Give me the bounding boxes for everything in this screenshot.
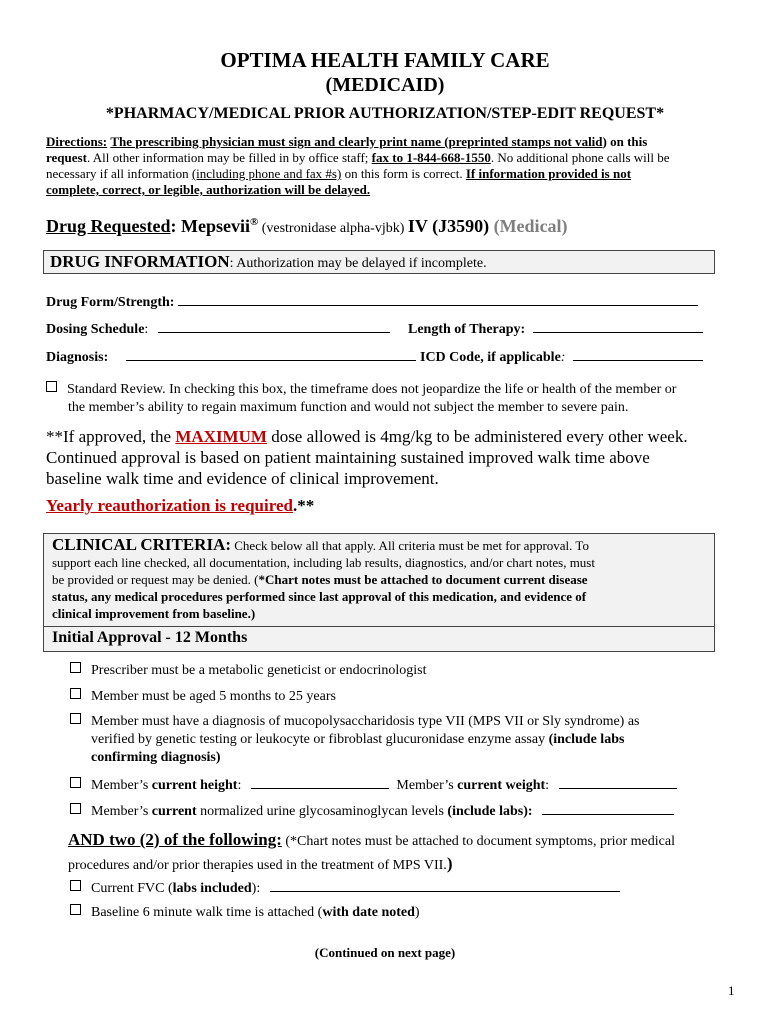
gag-levels-field[interactable] bbox=[542, 801, 674, 815]
diagnosis-row: Diagnosis: bbox=[46, 347, 416, 366]
current-height-field[interactable] bbox=[251, 775, 389, 789]
criteria-checkbox-height-weight[interactable] bbox=[70, 777, 81, 788]
criteria-checkbox-prescriber[interactable] bbox=[70, 662, 81, 673]
diagnosis-field[interactable] bbox=[126, 347, 416, 361]
criteria-checkbox-fvc[interactable] bbox=[70, 880, 81, 891]
criteria-item-3: Member must have a diagnosis of mucopolysaccharidosis type VII (MPS VII or Sly syndrome) as verified by genetic testing or leukocyte or fibroblast glucuronidase enzyme assay (include labs confirming diagnosis) bbox=[70, 713, 720, 767]
dosing-row: Dosing Schedule: bbox=[46, 319, 390, 338]
page-number: 1 bbox=[728, 983, 735, 998]
directions-label: Directions: bbox=[46, 134, 108, 149]
criteria-item-2: Member must be aged 5 months to 25 years bbox=[70, 688, 336, 705]
icd-code-field[interactable] bbox=[573, 347, 703, 361]
length-row: Length of Therapy: bbox=[408, 319, 703, 338]
continued-note: (Continued on next page) bbox=[314, 945, 456, 960]
criteria-checkbox-age[interactable] bbox=[70, 688, 81, 699]
criteria-item-fvc: Current FVC (labs included): bbox=[70, 878, 620, 897]
drug-requested: Drug Requested: Mepsevii® (vestronidase alpha-vjbk) IV (J3590) (Medical) bbox=[46, 216, 568, 236]
criteria-item-5: Member’s current normalized urine glycosaminoglycan levels (include labs): bbox=[70, 801, 674, 820]
yearly-reauthorization: Yearly reauthorization is required.** bbox=[46, 496, 315, 515]
form-strength-field[interactable] bbox=[178, 292, 698, 306]
directions: Directions: The prescribing physician must sign and clearly print name (preprinted stamps not valid) on this request. All other information may be filled in by office staff; fax to 1-844-668-1550. No additional phone calls will be necessary if all information (including phone and fax #s) on this form is correct. If information provided is not complete, correct, or legible, authorization will be delayed. bbox=[46, 134, 670, 197]
form-title: OPTIMA HEALTH FAMILY CARE bbox=[220, 48, 550, 72]
dosing-schedule-field[interactable] bbox=[158, 319, 390, 333]
form-subtitle: (MEDICAID) bbox=[325, 74, 445, 96]
form-strength-row: Drug Form/Strength: bbox=[46, 292, 698, 311]
current-weight-field[interactable] bbox=[559, 775, 677, 789]
standard-review-checkbox[interactable] bbox=[46, 381, 57, 392]
initial-approval-header: Initial Approval - 12 Months bbox=[43, 626, 715, 652]
and-two-section: AND two (2) of the following: (*Chart notes must be attached to document symptoms, prior medical procedures and/or prior therapies used in the treatment of MPS VII.) bbox=[68, 830, 675, 873]
criteria-checkbox-gag-levels[interactable] bbox=[70, 803, 81, 814]
drug-information-header: DRUG INFORMATION: Authorization may be delayed if incomplete. bbox=[43, 250, 715, 274]
criteria-checkbox-diagnosis[interactable] bbox=[70, 713, 81, 724]
request-title: *PHARMACY/MEDICAL PRIOR AUTHORIZATION/STEP-EDIT REQUEST* bbox=[105, 105, 665, 122]
drug-name: Mepsevii bbox=[181, 216, 250, 236]
fax-number: fax to 1-844-668-1550 bbox=[371, 150, 491, 165]
criteria-item-1: Prescriber must be a metabolic geneticist or endocrinologist bbox=[70, 662, 427, 679]
criteria-item-4: Member’s current height: Member’s current weight: bbox=[70, 775, 677, 794]
criteria-checkbox-walk-time[interactable] bbox=[70, 904, 81, 915]
length-of-therapy-field[interactable] bbox=[533, 319, 703, 333]
clinical-criteria-box: CLINICAL CRITERIA: Check below all that apply. All criteria must be met for approval. To support each line checked, all documentation, including lab results, diagnostics, and/or chart notes, must be provided or request may be denied. (*Chart notes must be attached to document current disease status, any medical procedures performed since last approval of this medication, and evidence of clinical improvement from baseline.) bbox=[43, 533, 715, 627]
icd-row: ICD Code, if applicable: bbox=[420, 347, 703, 366]
criteria-item-walk: Baseline 6 minute walk time is attached (with date noted) bbox=[70, 904, 420, 921]
current-fvc-field[interactable] bbox=[270, 878, 620, 892]
approval-note: **If approved, the MAXIMUM dose allowed is 4mg/kg to be administered every other week. Continued approval is based on patient maintaining sustained improved walk time above baseline walk time and evidence of clinical improvement. bbox=[46, 427, 688, 488]
standard-review: Standard Review. In checking this box, the timeframe does not jeopardize the life or health of the member or the member’s ability to regain maximum function and would not subject the member to severe pain. bbox=[46, 381, 746, 417]
